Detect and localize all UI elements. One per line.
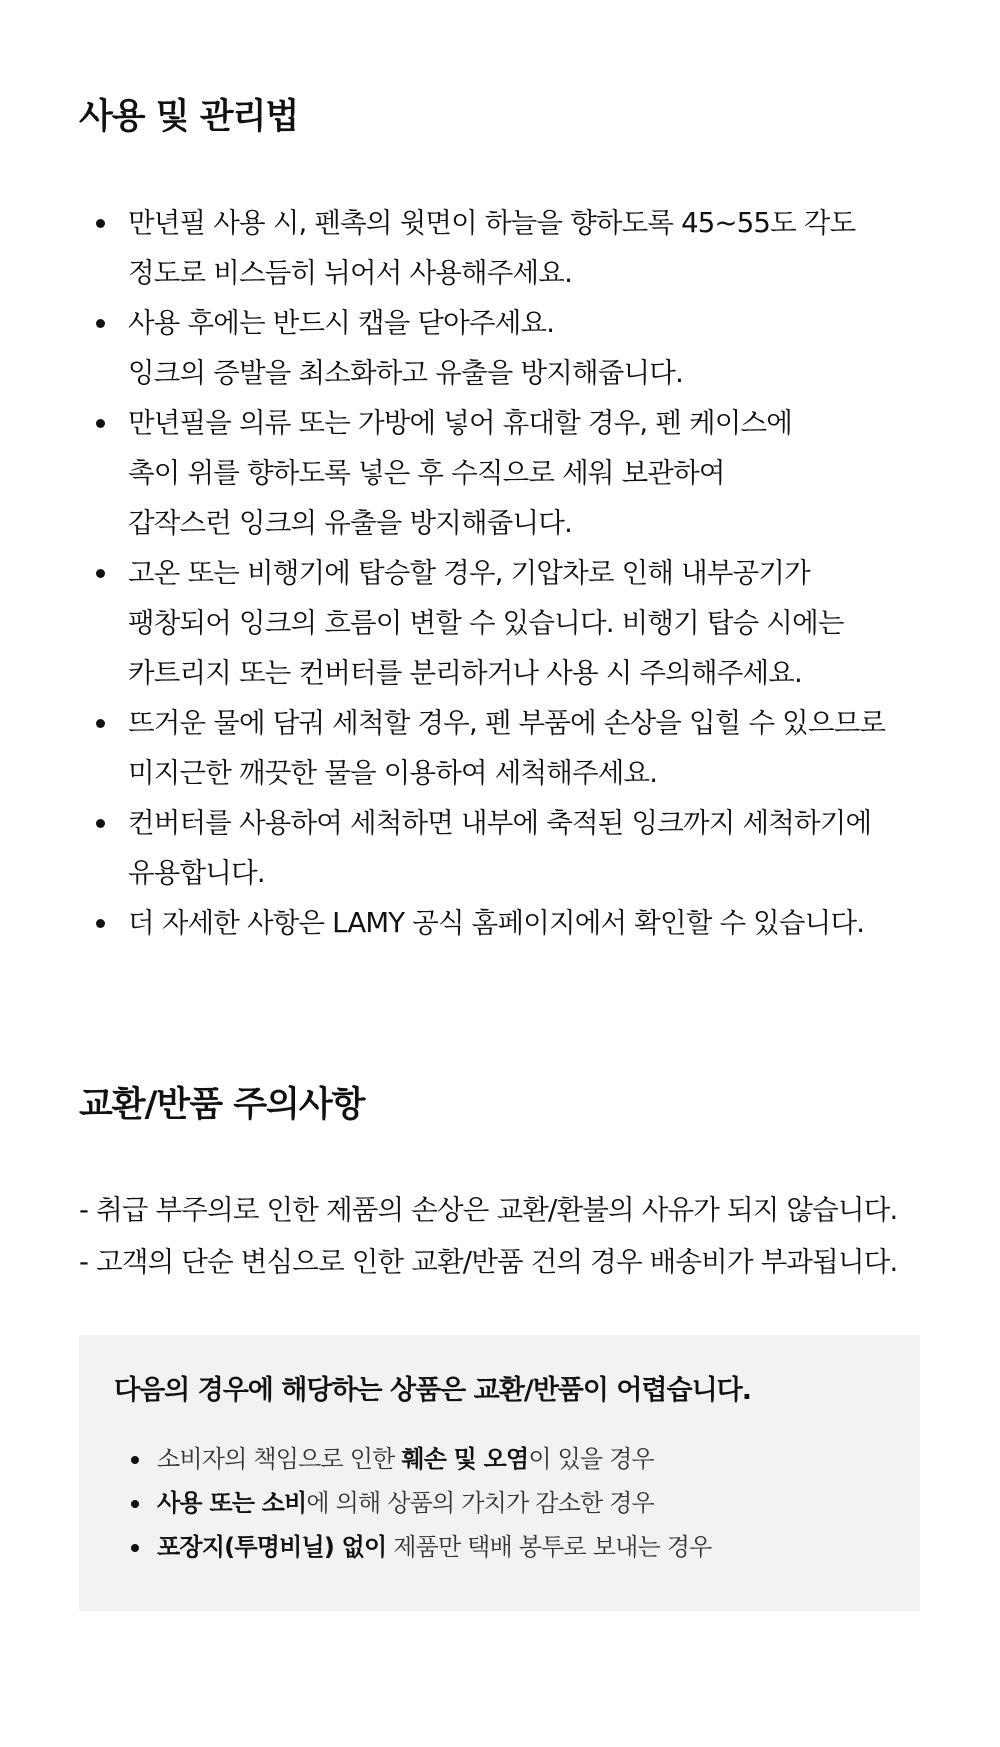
- bullet-dot-icon: [131, 1500, 139, 1508]
- notice-item-emphasis: 훼손 및 오염: [401, 1445, 529, 1473]
- notice-item-emphasis: 포장지(투명비닐) 없이: [157, 1533, 387, 1561]
- return-notes: [79, 1184, 979, 1288]
- notice-item-text: 소비자의 책임으로 인한: [157, 1445, 402, 1473]
- care-item-line: 미지근한 깨끗한 물을 이용하여 세척해주세요.: [128, 757, 658, 789]
- bullet-dot-icon: [96, 219, 105, 228]
- bullet-dot-icon: [96, 419, 105, 428]
- bullet-dot-icon: [96, 819, 105, 828]
- care-item: [93, 798, 953, 898]
- care-item-line: 갑작스런 잉크의 유출을 방지해줍니다.: [128, 507, 573, 539]
- return-note: - 취급 부주의로 인한 제품의 손상은 교환/환불의 사유가 되지 않습니다.: [79, 1194, 898, 1226]
- care-item-line: 더 자세한 사항은 LAMY 공식 홈페이지에서 확인할 수 있습니다.: [128, 907, 865, 939]
- notice-item: [131, 1481, 712, 1525]
- return-restriction-notice-box: [79, 1335, 920, 1611]
- notice-item-text: 제품만 택배 봉투로 보내는 경우: [386, 1533, 712, 1561]
- care-section-title: 사용 및 관리법: [79, 97, 299, 137]
- care-item: [93, 298, 953, 398]
- care-instructions-list: [93, 198, 953, 948]
- notice-item-text: 이 있을 경우: [528, 1445, 654, 1473]
- care-item-line: 만년필 사용 시, 펜촉의 윗면이 하늘을 향하도록 45~55도 각도: [128, 207, 856, 239]
- bullet-dot-icon: [96, 919, 105, 928]
- care-item-line: 팽창되어 잉크의 흐름이 변할 수 있습니다. 비행기 탑승 시에는: [128, 607, 844, 639]
- care-item-line: 만년필을 의류 또는 가방에 넣어 휴대할 경우, 펜 케이스에: [128, 407, 793, 439]
- care-item-line: 고온 또는 비행기에 탑승할 경우, 기압차로 인해 내부공기가: [128, 557, 810, 589]
- notice-heading: 다음의 경우에 해당하는 상품은 교환/반품이 어렵습니다.: [114, 1375, 752, 1406]
- bullet-dot-icon: [131, 1456, 139, 1464]
- care-item-line: 컨버터를 사용하여 세척하면 내부에 축적된 잉크까지 세척하기에: [128, 807, 872, 839]
- bullet-dot-icon: [96, 569, 105, 578]
- bullet-dot-icon: [96, 319, 105, 328]
- return-note: - 고객의 단순 변심으로 인한 교환/반품 건의 경우 배송비가 부과됩니다.: [79, 1246, 898, 1278]
- notice-item-emphasis: 사용 또는 소비: [157, 1489, 307, 1517]
- bullet-dot-icon: [96, 719, 105, 728]
- care-item: [93, 898, 953, 948]
- care-item-line: 잉크의 증발을 최소화하고 유출을 방지해줍니다.: [128, 357, 684, 389]
- notice-item: [131, 1437, 712, 1481]
- care-item-line: 정도로 비스듬히 뉘어서 사용해주세요.: [128, 257, 573, 289]
- care-item-line: 유용합니다.: [128, 857, 265, 889]
- care-item: [93, 698, 953, 798]
- care-item-line: 카트리지 또는 컨버터를 분리하거나 사용 시 주의해주세요.: [128, 657, 802, 689]
- bullet-dot-icon: [131, 1544, 139, 1552]
- care-item: [93, 548, 953, 698]
- care-item-line: 사용 후에는 반드시 캡을 닫아주세요.: [128, 307, 555, 339]
- return-section-title: 교환/반품 주의사항: [79, 1085, 365, 1125]
- care-item: [93, 198, 953, 298]
- care-item-line: 촉이 위를 향하도록 넣은 후 수직으로 세워 보관하여: [128, 457, 725, 489]
- care-item-line: 뜨거운 물에 담궈 세척할 경우, 펜 부품에 손상을 입힐 수 있으므로: [128, 707, 886, 739]
- notice-item-text: 에 의해 상품의 가치가 감소한 경우: [306, 1489, 654, 1517]
- care-item: [93, 398, 953, 548]
- notice-list: [131, 1437, 712, 1569]
- notice-item: [131, 1525, 712, 1569]
